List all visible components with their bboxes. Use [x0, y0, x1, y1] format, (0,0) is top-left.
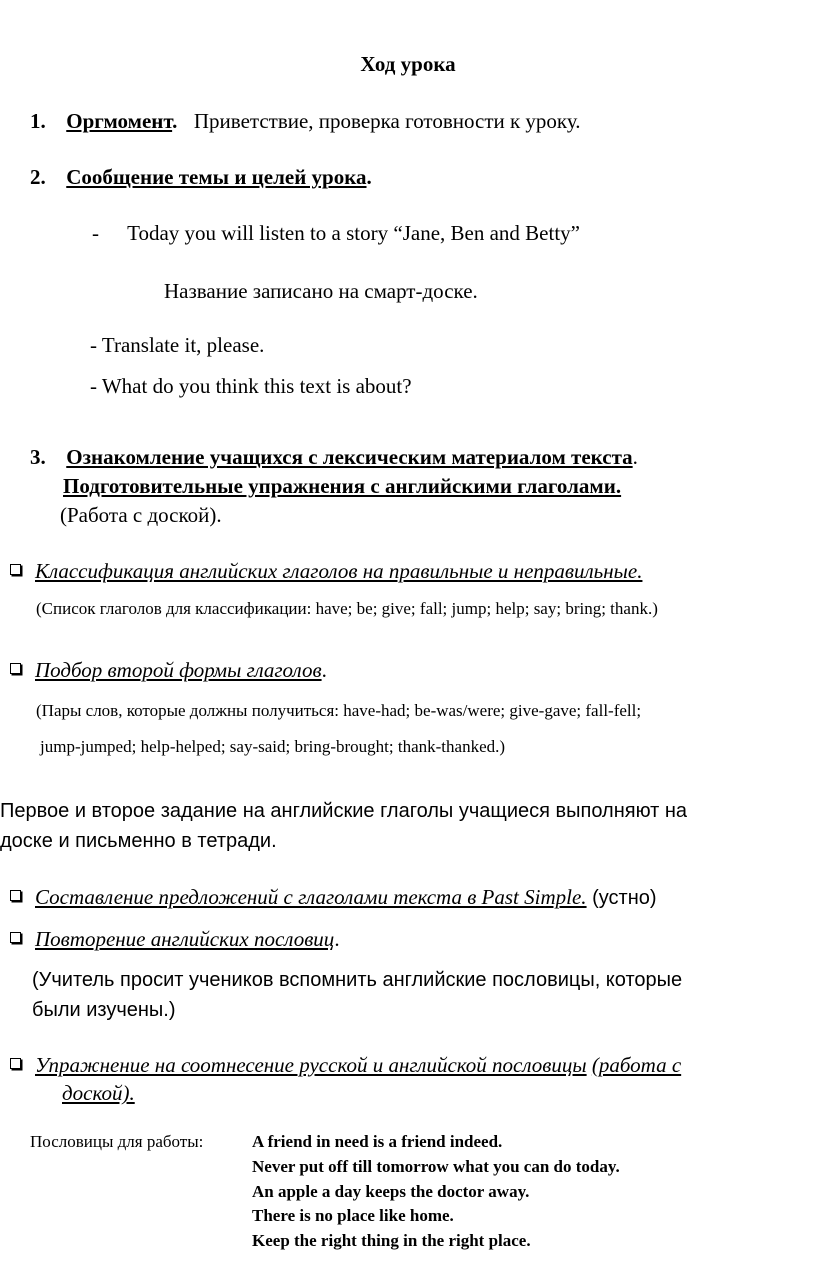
proverb-item: An apple a day keeps the doctor away. [252, 1182, 530, 1201]
section-1-number: 1. [30, 109, 46, 133]
section-1-text: Приветствие, проверка готовности к уроку. [193, 109, 581, 133]
bullet-item-paren: (работа с [591, 1053, 682, 1077]
square-bullet-icon [10, 663, 21, 674]
dash-item-text: Today you will listen to a story “Jane, Ben and Betty” [127, 221, 580, 245]
bullet-item-text: Подбор второй формы глаголов [35, 658, 322, 682]
paragraph-line2: доске и письменно в тетради. [0, 830, 277, 852]
section-3-heading-line1: Ознакомление учащихся с лексическим материалом текста [66, 445, 633, 469]
bullet-item-dot: . [334, 927, 340, 951]
bullet-item-sentences [10, 885, 657, 910]
verb-pairs-note-line2: jump-jumped; help-helped; say-said; bring-brought; thank-thanked.) [40, 737, 506, 756]
section-2-heading-dot: . [366, 165, 372, 189]
verb-list-note: (Список глаголов для классификации: have; be; give; fall; jump; help; say; bring; thank.) [36, 599, 658, 618]
section-3-note: (Работа с доской). [60, 503, 222, 527]
verb-pairs-note-line1: (Пары слов, которые должны получиться: have-had; be-was/were; give-gave; fall-fell; [36, 701, 642, 720]
proverb-item: A friend in need is a friend indeed. [252, 1132, 503, 1151]
teacher-note-line1: (Учитель просит учеников вспомнить английские пословицы, которые [32, 969, 683, 991]
note-smartboard: Название записано на смарт-доске. [164, 279, 478, 303]
section-1-heading-dot: . [172, 109, 178, 133]
bullet-item-suffix: (устно) [586, 887, 657, 909]
bullet-item-text: Классификация английских глаголов на правильные и неправильные. [35, 559, 643, 583]
square-bullet-icon [10, 1058, 21, 1069]
proverb-item: Never put off till tomorrow what you can do today. [252, 1157, 620, 1176]
bullet-item-matching-line2: доской). [62, 1081, 135, 1105]
bullet-item-matching [10, 1053, 681, 1078]
proverb-item: Keep the right thing in the right place. [252, 1231, 531, 1250]
proverbs-label: Пословицы для работы: [30, 1132, 204, 1151]
bullet-item-dot: . [321, 658, 327, 682]
square-bullet-icon [10, 564, 21, 575]
bullet-item-text: Упражнение на соотнесение русской и английской пословицы [35, 1053, 587, 1077]
section-2-heading: Сообщение темы и целей урока [66, 165, 367, 189]
dash-item [92, 221, 580, 246]
paragraph-line1: Первое и второе задание на английские глаголы учащиеся выполняют на [0, 800, 688, 822]
section-3 [30, 445, 638, 470]
bullet-item-text: Составление предложений с глаголами текста в Past Simple. [35, 885, 587, 909]
section-2-number: 2. [30, 165, 46, 189]
square-bullet-icon [10, 932, 21, 943]
section-1-heading: Оргмомент [66, 109, 173, 133]
dash-marker: - [92, 221, 99, 245]
section-3-heading-dot: . [632, 445, 638, 469]
section-1 [30, 109, 581, 134]
teacher-note-line2: были изучены.) [32, 999, 176, 1021]
proverb-item: There is no place like home. [252, 1206, 454, 1225]
bullet-item-proverbs-review [10, 927, 340, 952]
section-3-number: 3. [30, 445, 46, 469]
question-translate: - Translate it, please. [90, 333, 265, 357]
page-title: Ход урока [360, 52, 456, 76]
bullet-item-second-form [10, 658, 327, 683]
question-about: - What do you think this text is about? [90, 374, 412, 398]
square-bullet-icon [10, 890, 21, 901]
bullet-item-classification [10, 559, 642, 584]
bullet-item-text: Повторение английских пословиц [35, 927, 335, 951]
section-2 [30, 165, 372, 190]
section-3-heading-line2: Подготовительные упражнения с английскими глаголами. [63, 474, 622, 498]
